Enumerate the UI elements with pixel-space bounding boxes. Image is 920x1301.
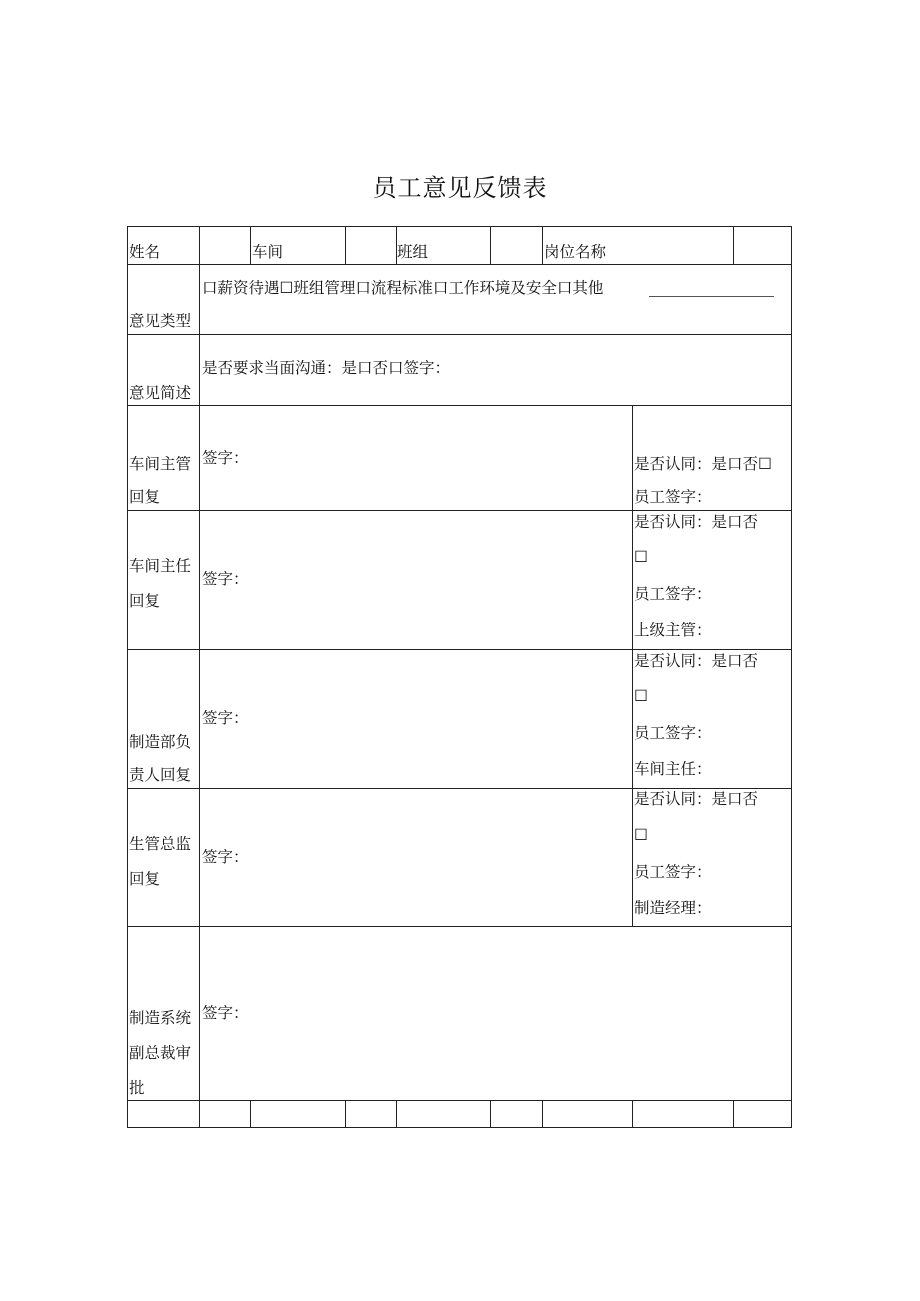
vp-approval-label-3: 批: [129, 1079, 145, 1097]
supervisor-agree-text: 是否认同：是口否☐: [634, 455, 772, 473]
production-director-agree-text: 是否认同：是口否: [634, 790, 759, 808]
page-title: 员工意见反馈表: [372, 174, 548, 202]
production-director-staff-sign: 员工签字：: [634, 863, 712, 881]
vp-sign-label: 签字：: [202, 1004, 249, 1022]
production-director-label-2: 回复: [129, 870, 161, 888]
production-director-sign-label: 签字：: [202, 848, 249, 866]
director-superior-sign: 上级主管：: [634, 621, 712, 639]
manufacturing-head-label-2: 责人回复: [129, 766, 192, 784]
production-director-label-1: 生管总监: [129, 835, 192, 853]
opinion-summary-text: 是否要求当面沟通：是口否口签字：: [202, 359, 451, 377]
team-label: 班组: [397, 243, 429, 261]
director-sign-label: 签字：: [202, 570, 249, 588]
position-label: 岗位名称: [544, 243, 607, 261]
manufacturing-head-sign-label: 签字：: [202, 709, 249, 727]
supervisor-reply-label-1: 车间主管: [129, 455, 192, 473]
vp-approval-label-2: 副总裁审: [129, 1044, 192, 1062]
feedback-form-table: [127, 226, 792, 1128]
workshop-label: 车间: [252, 243, 284, 261]
director-reply-label-2: 回复: [129, 592, 161, 610]
supervisor-staff-sign: 员工签字：: [634, 488, 712, 506]
name-label: 姓名: [129, 243, 161, 261]
supervisor-reply-label-2: 回复: [129, 488, 161, 506]
opinion-summary-label: 意见简述: [129, 384, 192, 402]
director-agree-box: ☐: [634, 548, 648, 566]
opinion-type-options: 口薪资待遇☐班组管理口流程标准口工作环境及安全口其他: [202, 279, 604, 297]
other-blank-line: [649, 296, 774, 297]
supervisor-sign-label: 签字：: [202, 449, 249, 467]
production-director-manager-sign: 制造经理：: [634, 899, 712, 917]
manufacturing-head-director-sign: 车间主任：: [634, 760, 712, 778]
director-agree-text: 是否认同：是口否: [634, 513, 759, 531]
opinion-type-label: 意见类型: [129, 312, 192, 330]
manufacturing-head-staff-sign: 员工签字：: [634, 724, 712, 742]
manufacturing-head-agree-box: ☐: [634, 687, 648, 705]
vp-approval-label-1: 制造系统: [129, 1009, 192, 1027]
manufacturing-head-agree-text: 是否认同：是口否: [634, 652, 759, 670]
manufacturing-head-label-1: 制造部负: [129, 733, 192, 751]
director-reply-label-1: 车间主任: [129, 557, 192, 575]
production-director-agree-box: ☐: [634, 826, 648, 844]
director-staff-sign: 员工签字：: [634, 585, 712, 603]
